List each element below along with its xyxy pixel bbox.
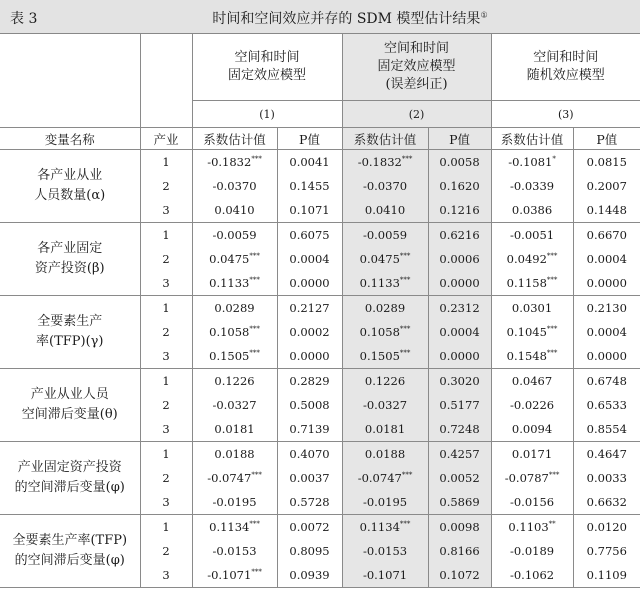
model-3-index: (3): [491, 101, 640, 128]
model-1-line: 空间和时间: [234, 50, 300, 65]
coef-value: -0.0189: [509, 544, 555, 558]
results-table: [0, 34, 640, 588]
p-cell-model-2: 0.1620: [428, 174, 491, 198]
coef-cell-model-3: [491, 174, 573, 198]
p-cell-model-3: 0.0004: [586, 325, 627, 339]
p-cell-model-1: 0.6075: [277, 223, 342, 248]
industry-cell: 2: [140, 320, 192, 344]
p-cell-model-2: 0.0098: [428, 515, 491, 540]
coef-value: 0.0188: [214, 447, 255, 461]
coef-value: 0.0188: [364, 447, 406, 461]
significance-stars: ***: [251, 471, 262, 479]
coef-cell-model-3: [491, 271, 573, 296]
table-row: [0, 515, 640, 540]
p-cell-model-1: 0.2829: [277, 369, 342, 394]
significance-stars: ***: [249, 325, 260, 333]
industry-cell: 1: [140, 150, 192, 175]
coef-cell-model-2: [342, 344, 428, 369]
p-cell-model-2: 0.0000: [428, 271, 491, 296]
coef-value: 0.1134: [359, 520, 400, 534]
industry-cell: 3: [140, 271, 192, 296]
industry-cell: 2: [140, 466, 192, 490]
significance-stars: ***: [399, 349, 411, 357]
coef-cell-model-1: [192, 174, 277, 198]
coef-cell-model-1: [192, 393, 277, 417]
p-cell-model-3: 0.8554: [573, 417, 640, 442]
variable-name-line: 产业从业人员: [30, 387, 109, 402]
industry-cell: 3: [140, 490, 192, 515]
p-cell-model-2: 0.3020: [428, 369, 491, 394]
p-cell-model-1: 0.0004: [277, 247, 342, 271]
variable-name-cell: [0, 150, 140, 223]
table-row: [0, 223, 640, 248]
coef-cell-model-1: [192, 417, 277, 442]
p-cell-model-2: 0.0058: [428, 150, 491, 175]
variable-name-line: 全要素生产率(TFP): [12, 533, 128, 548]
model-3-name: [491, 34, 640, 101]
coef-cell-model-2: [342, 563, 428, 588]
significance-stars: ***: [401, 155, 413, 163]
p-cell-model-1: 0.0939: [277, 563, 342, 588]
coef-cell-model-2: [342, 369, 428, 394]
significance-stars: ***: [249, 276, 260, 284]
variable-name-cell: [0, 369, 140, 442]
coef-cell-model-2: [342, 150, 428, 175]
industry-cell: 1: [140, 296, 192, 321]
coef-value: 0.1158: [506, 276, 547, 290]
col-coef-3: 系数估计值: [491, 128, 573, 150]
coef-cell-model-1: [192, 320, 277, 344]
model-2-line: (误差纠正): [385, 77, 448, 92]
coef-cell-model-1: [192, 369, 277, 394]
table-row: [0, 442, 640, 467]
coef-cell-model-2: [342, 515, 428, 540]
table-title-text: 时间和空间效应并存的 SDM 模型估计结果: [212, 11, 481, 27]
coef-value: 0.0475: [209, 252, 250, 266]
coef-cell-model-3: [491, 320, 573, 344]
coef-value: 0.0301: [511, 301, 553, 315]
coef-cell-model-1: [192, 563, 277, 588]
p-cell-model-1: 0.1455: [277, 174, 342, 198]
coef-cell-model-2: [342, 271, 428, 296]
coef-cell-model-3: [491, 563, 573, 588]
variable-name-line: 产业固定资产投资: [17, 460, 122, 475]
coef-value: -0.0059: [362, 228, 408, 242]
industry-cell: 3: [140, 417, 192, 442]
coef-value: -0.1832: [207, 155, 252, 169]
model-1-name: [192, 34, 342, 101]
coef-value: -0.0153: [362, 544, 408, 558]
coef-cell-model-3: [491, 466, 573, 490]
p-cell-model-2: 0.6216: [428, 223, 491, 248]
industry-cell: 1: [140, 442, 192, 467]
coef-value: -0.0747: [357, 471, 402, 485]
variable-name-line: 各产业从业: [37, 168, 103, 183]
variable-name-cell: [0, 442, 140, 515]
coef-cell-model-3: [491, 344, 573, 369]
coef-value: 0.1133: [359, 276, 400, 290]
column-header-row: [0, 128, 640, 150]
p-cell-model-3: 0.2007: [586, 179, 627, 193]
p-cell-model-1: 0.0000: [277, 344, 342, 369]
coef-value: 0.1058: [359, 325, 400, 339]
industry-cell: 2: [140, 247, 192, 271]
coef-cell-model-2: [342, 417, 428, 442]
p-cell-model-2: 0.0004: [428, 320, 491, 344]
industry-cell: 3: [140, 198, 192, 223]
coef-cell-model-2: [342, 198, 428, 223]
p-cell-model-2: 0.0000: [428, 344, 491, 369]
coef-value: -0.0339: [509, 179, 555, 193]
p-cell-model-3: 0.4647: [586, 447, 627, 461]
industry-cell: 3: [140, 563, 192, 588]
p-cell-model-2: 0.8166: [428, 539, 491, 563]
p-cell-model-3: 0.6670: [586, 228, 627, 242]
coef-value: -0.0370: [362, 179, 408, 193]
significance-stars: ***: [249, 349, 260, 357]
coef-value: -0.1071: [362, 568, 408, 582]
p-cell-model-3: 0.2130: [586, 301, 627, 315]
coef-cell-model-2: [342, 490, 428, 515]
coef-cell-model-3: [491, 296, 573, 321]
p-cell-model-3: 0.0000: [573, 344, 640, 369]
significance-stars: ***: [251, 155, 262, 163]
coef-cell-model-3: [491, 150, 573, 175]
industry-cell: 2: [140, 393, 192, 417]
col-coef-2: 系数估计值: [342, 128, 428, 150]
p-cell-model-3: 0.0815: [586, 155, 627, 169]
coef-cell-model-3: [491, 223, 573, 248]
coef-cell-model-2: [342, 223, 428, 248]
coef-cell-model-1: [192, 490, 277, 515]
coef-cell-model-3: [491, 442, 573, 467]
coef-value: -0.0327: [212, 398, 257, 412]
coef-cell-model-2: [342, 247, 428, 271]
coef-cell-model-2: [342, 539, 428, 563]
coef-cell-model-2: [342, 442, 428, 467]
significance-stars: ***: [399, 325, 411, 333]
industry-cell: 2: [140, 539, 192, 563]
p-cell-model-1: 0.7139: [277, 417, 342, 442]
coef-cell-model-3: [491, 247, 573, 271]
p-cell-model-2: 0.4257: [428, 442, 491, 467]
p-cell-model-2: 0.1216: [428, 198, 491, 223]
coef-cell-model-1: [192, 271, 277, 296]
model-3-line: 随机效应模型: [526, 68, 605, 83]
coef-value: -0.0156: [509, 495, 555, 509]
coef-cell-model-3: [491, 490, 573, 515]
p-cell-model-1: 0.0002: [277, 320, 342, 344]
significance-stars: *: [552, 155, 556, 163]
coef-value: 0.0289: [214, 301, 255, 315]
coef-value: -0.0051: [509, 228, 555, 242]
p-cell-model-1: 0.0072: [277, 515, 342, 540]
coef-value: 0.0181: [364, 422, 406, 436]
coef-value: -0.0226: [509, 398, 555, 412]
coef-cell-model-2: [342, 393, 428, 417]
coef-cell-model-1: [192, 515, 277, 540]
p-cell-model-3: 0.0004: [586, 252, 627, 266]
coef-cell-model-3: [491, 539, 573, 563]
p-cell-model-2: 0.5177: [428, 393, 491, 417]
variable-name-line: 全要素生产: [37, 314, 103, 329]
coef-cell-model-3: [491, 198, 573, 223]
footnote-mark: ①: [480, 10, 488, 20]
coef-value: -0.0059: [212, 228, 257, 242]
p-cell-model-3: 0.7756: [586, 544, 627, 558]
model-header-row: [0, 34, 640, 101]
variable-name-line: 的空间滞后变量(φ): [14, 553, 125, 568]
industry-cell: 3: [140, 344, 192, 369]
significance-stars: ***: [249, 520, 260, 528]
coef-value: -0.1062: [509, 568, 555, 582]
coef-cell-model-2: [342, 466, 428, 490]
p-cell-model-2: 0.0006: [428, 247, 491, 271]
coef-cell-model-1: [192, 539, 277, 563]
coef-cell-model-3: [491, 515, 573, 540]
coef-value: 0.0289: [364, 301, 406, 315]
coef-value: 0.1226: [364, 374, 406, 388]
variable-name-line: 空间滞后变量(θ): [21, 407, 118, 422]
coef-value: -0.0787: [504, 471, 549, 485]
coef-cell-model-1: [192, 442, 277, 467]
p-cell-model-3: 0.0033: [586, 471, 627, 485]
variable-name-line: 率(TFP)(γ): [36, 334, 104, 349]
table-label: 表 3: [10, 11, 38, 27]
coef-cell-model-1: [192, 296, 277, 321]
coef-cell-model-1: [192, 150, 277, 175]
table-row: [0, 296, 640, 321]
coef-cell-model-1: [192, 247, 277, 271]
coef-cell-model-2: [342, 296, 428, 321]
coef-cell-model-1: [192, 198, 277, 223]
p-cell-model-2: 0.2312: [428, 296, 491, 321]
significance-stars: ***: [401, 471, 413, 479]
coef-cell-model-1: [192, 466, 277, 490]
significance-stars: ***: [399, 276, 411, 284]
p-cell-model-3: 0.6533: [586, 398, 627, 412]
corner-cell: [0, 34, 140, 128]
coef-value: 0.0410: [364, 203, 406, 217]
significance-stars: ***: [251, 568, 262, 576]
coef-value: 0.1505: [359, 349, 400, 363]
p-cell-model-1: 0.8095: [277, 539, 342, 563]
coef-value: 0.1103: [508, 520, 549, 534]
significance-stars: ***: [399, 520, 411, 528]
coef-value: -0.0195: [212, 495, 257, 509]
coef-value: 0.1058: [209, 325, 250, 339]
model-2-name: [342, 34, 491, 101]
coef-value: 0.1134: [209, 520, 250, 534]
industry-cell: 1: [140, 369, 192, 394]
coef-value: -0.0327: [362, 398, 408, 412]
model-2-index: (2): [342, 101, 491, 128]
model-1-index: (1): [192, 101, 342, 128]
coef-value: 0.0386: [511, 203, 553, 217]
p-cell-model-3: 0.0120: [586, 520, 627, 534]
p-cell-model-1: 0.4070: [277, 442, 342, 467]
significance-stars: **: [548, 520, 556, 528]
model-1-line: 固定效应模型: [228, 68, 307, 83]
coef-value: 0.0475: [359, 252, 400, 266]
variable-name-line: 各产业固定: [37, 241, 103, 256]
variable-name-line: 的空间滞后变量(φ): [14, 480, 125, 495]
coef-value: -0.1081: [508, 155, 553, 169]
model-3-line: 空间和时间: [533, 50, 599, 65]
significance-stars: ***: [546, 252, 558, 260]
p-cell-model-2: 0.5869: [428, 490, 491, 515]
coef-cell-model-2: [342, 174, 428, 198]
model-2-line: 固定效应模型: [377, 59, 456, 74]
col-coef-1: 系数估计值: [192, 128, 277, 150]
significance-stars: ***: [249, 252, 260, 260]
table-row: [0, 369, 640, 394]
coef-value: 0.1045: [506, 325, 547, 339]
p-cell-model-1: 0.1071: [277, 198, 342, 223]
p-cell-model-2: 0.0052: [428, 466, 491, 490]
coef-value: -0.1071: [207, 568, 252, 582]
significance-stars: ***: [399, 252, 411, 260]
coef-value: 0.1133: [209, 276, 250, 290]
table-row: [0, 150, 640, 175]
table-title-bar: [0, 0, 640, 34]
p-cell-model-1: 0.0000: [277, 271, 342, 296]
significance-stars: ***: [546, 325, 558, 333]
coef-value: 0.1505: [209, 349, 250, 363]
variable-name-cell: [0, 223, 140, 296]
coef-cell-model-3: [491, 369, 573, 394]
p-cell-model-3: 0.0000: [573, 271, 640, 296]
coef-value: -0.0153: [212, 544, 257, 558]
coef-value: 0.0094: [511, 422, 553, 436]
coef-cell-model-3: [491, 393, 573, 417]
coef-value: 0.0171: [511, 447, 553, 461]
industry-cell: 1: [140, 223, 192, 248]
model-2-line: 空间和时间: [384, 41, 450, 56]
coef-value: 0.0492: [506, 252, 547, 266]
p-cell-model-2: 0.7248: [428, 417, 491, 442]
industry-cell: 1: [140, 515, 192, 540]
p-cell-model-1: 0.0037: [277, 466, 342, 490]
col-p-1: P值: [277, 128, 342, 150]
col-industry: 产业: [140, 128, 192, 150]
coef-value: -0.0370: [212, 179, 257, 193]
col-p-2: P值: [428, 128, 491, 150]
coef-value: 0.0467: [511, 374, 553, 388]
coef-value: 0.0410: [214, 203, 255, 217]
p-cell-model-1: 0.2127: [277, 296, 342, 321]
significance-stars: ***: [546, 349, 558, 357]
significance-stars: ***: [546, 276, 558, 284]
p-cell-model-3: 0.1109: [573, 563, 640, 588]
p-cell-model-1: 0.5728: [277, 490, 342, 515]
col-p-3: P值: [573, 128, 640, 150]
variable-name-line: 人员数量(α): [34, 188, 106, 203]
coef-cell-model-3: [491, 417, 573, 442]
p-cell-model-1: 0.0041: [277, 150, 342, 175]
coef-value: -0.0747: [207, 471, 252, 485]
p-cell-model-3: 0.6748: [586, 374, 627, 388]
coef-value: -0.1832: [357, 155, 402, 169]
p-cell-model-2: 0.1072: [428, 563, 491, 588]
p-cell-model-3: 0.6632: [573, 490, 640, 515]
coef-value: 0.0181: [214, 422, 255, 436]
coef-cell-model-2: [342, 320, 428, 344]
corner-cell: [140, 34, 192, 128]
significance-stars: ***: [548, 471, 560, 479]
variable-name-cell: [0, 296, 140, 369]
col-variable: 变量名称: [0, 128, 140, 150]
table-title: [70, 8, 630, 28]
coef-value: 0.1226: [214, 374, 255, 388]
coef-value: -0.0195: [362, 495, 408, 509]
variable-name-cell: [0, 515, 140, 588]
p-cell-model-1: 0.5008: [277, 393, 342, 417]
coef-cell-model-1: [192, 344, 277, 369]
p-cell-model-3: 0.1448: [573, 198, 640, 223]
industry-cell: 2: [140, 174, 192, 198]
coef-value: 0.1548: [506, 349, 547, 363]
variable-name-line: 资产投资(β): [34, 261, 105, 276]
coef-cell-model-1: [192, 223, 277, 248]
